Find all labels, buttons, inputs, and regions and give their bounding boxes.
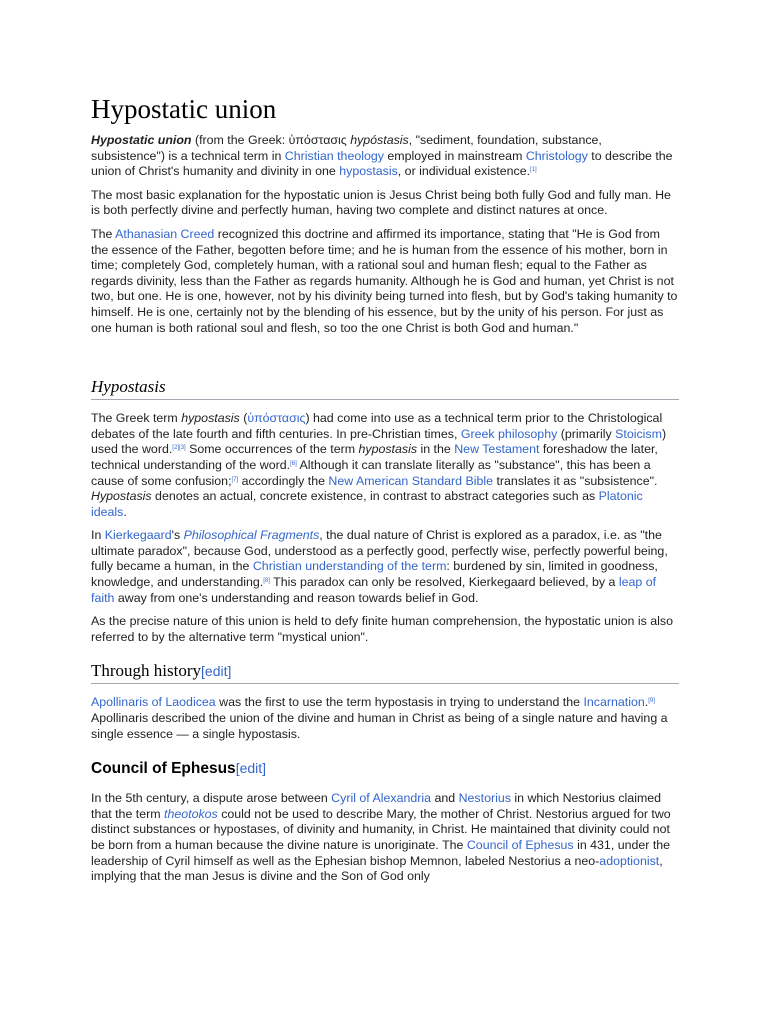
link-new-testament[interactable]: New Testament xyxy=(454,442,540,457)
link-hypostasis[interactable]: hypostasis xyxy=(339,164,398,179)
link-cyril-of-alexandria[interactable]: Cyril of Alexandria xyxy=(331,791,432,806)
link-christian-theology[interactable]: Christian theology xyxy=(284,148,384,163)
section-heading-hypostasis: Hypostasis xyxy=(91,377,679,400)
link-greek-philosophy[interactable]: Greek philosophy xyxy=(460,426,558,441)
link-athanasian-creed[interactable]: Athanasian Creed xyxy=(115,226,215,241)
link-greek-hypostasis[interactable]: ὑπόστασις xyxy=(247,411,306,426)
article xyxy=(91,0,679,885)
link-christian-understanding[interactable]: Christian understanding of the term xyxy=(252,559,447,574)
reference-8[interactable]: [8] xyxy=(263,578,270,585)
section-heading-through-history: Through history[edit] xyxy=(91,661,679,684)
hypostasis-paragraph-1: The Greek term hypostasis (ὑπόστασις) had come into use as a technical term prior to the Christological debates of the late fourth and fifth centuries. In pre-Christian times, Greek philosophy (primarily Stoicism) used the word.[2][3] Some occurrences of the term hypostasis in the New Testament foreshadow the later, technical understanding of the word.[6] Although it can translate literally as "substance", this has been a cause of some confusion;[7] accordingly the New American Standard Bible translates it as "subsistence". Hypostasis denotes an actual, concrete existence, in contrast to abstract categories such as Platonic ideals. xyxy=(91,411,667,519)
link-kierkegaard[interactable]: Kierkegaard xyxy=(104,528,172,543)
link-nestorius[interactable]: Nestorius xyxy=(458,791,511,806)
link-apollinaris[interactable]: Apollinaris of Laodicea xyxy=(91,695,216,710)
link-leap-of-faith[interactable]: leap of faith xyxy=(91,575,657,605)
reference-6[interactable]: [6] xyxy=(290,460,297,467)
link-theotokos[interactable]: theotokos xyxy=(164,806,218,821)
hypostasis-paragraph-3: As the precise nature of this union is held to defy finite human comprehension, the hypostatic union is also referred to by the alternative term "mystical union". xyxy=(91,614,674,644)
link-platonic-ideals[interactable]: Platonic ideals xyxy=(91,489,643,519)
edit-link-through-history[interactable]: [edit] xyxy=(201,663,232,680)
link-adoptionist[interactable]: adoptionist xyxy=(599,853,660,868)
link-philosophical-fragments[interactable]: Philosophical Fragments xyxy=(183,528,320,543)
reference-7[interactable]: [7] xyxy=(231,476,239,483)
link-stoicism[interactable]: Stoicism xyxy=(615,426,662,441)
reference-9[interactable]: [9] xyxy=(648,698,655,705)
link-incarnation[interactable]: Incarnation xyxy=(583,695,645,710)
history-paragraph-1: Apollinaris of Laodicea was the first to use the term hypostasis in trying to understand the Incarnation.[9] Apollinaris described the union of the divine and human in Christ as being of a single nature and having a single essence — a single hypostasis. xyxy=(91,695,668,741)
link-nasb[interactable]: New American Standard Bible xyxy=(328,473,494,488)
edit-link-council-of-ephesus[interactable]: [edit] xyxy=(235,760,267,777)
ephesus-paragraph-1: In the 5th century, a dispute arose between Cyril of Alexandria and Nestorius in which Nestorius claimed that the term theotokos could not be used to describe Mary, the mother of Christ. Nestorius argued for two distinct substances or hypostases, of divinity and humanity, in Christ. He maintained that divinity could not be born from a human because the divine nature is unoriginate. The Council of Ephesus in 431, under the leadership of Cyril himself as well as the Ephesian bishop Memnon, labeled Nestorius a neo-adoptionist, implying that the man Jesus is divine and the Son of God only xyxy=(91,791,671,884)
basic-explanation-paragraph: The most basic explanation for the hypostatic union is Jesus Christ being both fully God and fully man. He is both perfectly divine and perfectly human, having two complete and distinct natures at once. xyxy=(91,187,671,218)
reference-1[interactable]: [1] xyxy=(530,167,537,174)
athanasian-creed-paragraph: The Athanasian Creed recognized this doctrine and affirmed its importance, stating that "He is God from the essence of the Father, begotten before time; and he is human from the essence of his mother, born in time; completely God, completely human, with a rational soul and human flesh; equal to the Father as regards divinity, less than the Father as regards humanity. Although he is God and human, yet Christ is not two, but one. He is one, however, not by his divinity being turned into flesh, but by God's taking humanity to himself. He is one, certainly not by the blending of his essence, but by the unity of his person. For just as one human is both rational soul and flesh, so too the one Christ is both God and human." xyxy=(91,226,678,335)
section-heading-council-of-ephesus: Council of Ephesus[edit] xyxy=(91,760,267,778)
link-christology[interactable]: Christology xyxy=(525,148,588,163)
link-council-of-ephesus[interactable]: Council of Ephesus xyxy=(466,838,574,852)
page-title: Hypostatic union xyxy=(91,94,277,124)
hypostasis-paragraph-2: In Kierkegaard's Philosophical Fragments, the dual nature of Christ is explored as a paradox, i.e. as "the ultimate paradox", because God, understood as a perfectly good, perfectly wise, perfectly powerful being, fully became a human, in the Christian understanding of the term: burdened by sin, limited in goodness, knowledge, and understanding.[8] This paradox can only be resolved, Kierkegaard believed, by a leap of faith away from one's understanding and reason towards belief in God. xyxy=(91,528,668,605)
reference-2-3[interactable]: [2][3] xyxy=(172,445,186,452)
intro-paragraph: Hypostatic union (from the Greek: ὑπόστασις hypóstasis, "sediment, foundation, substance, subsistence") is a technical term in Christian theology employed in mainstream Christology to describe the union of Christ's humanity and divinity in one hypostasis, or individual existence.[1] xyxy=(91,133,673,179)
